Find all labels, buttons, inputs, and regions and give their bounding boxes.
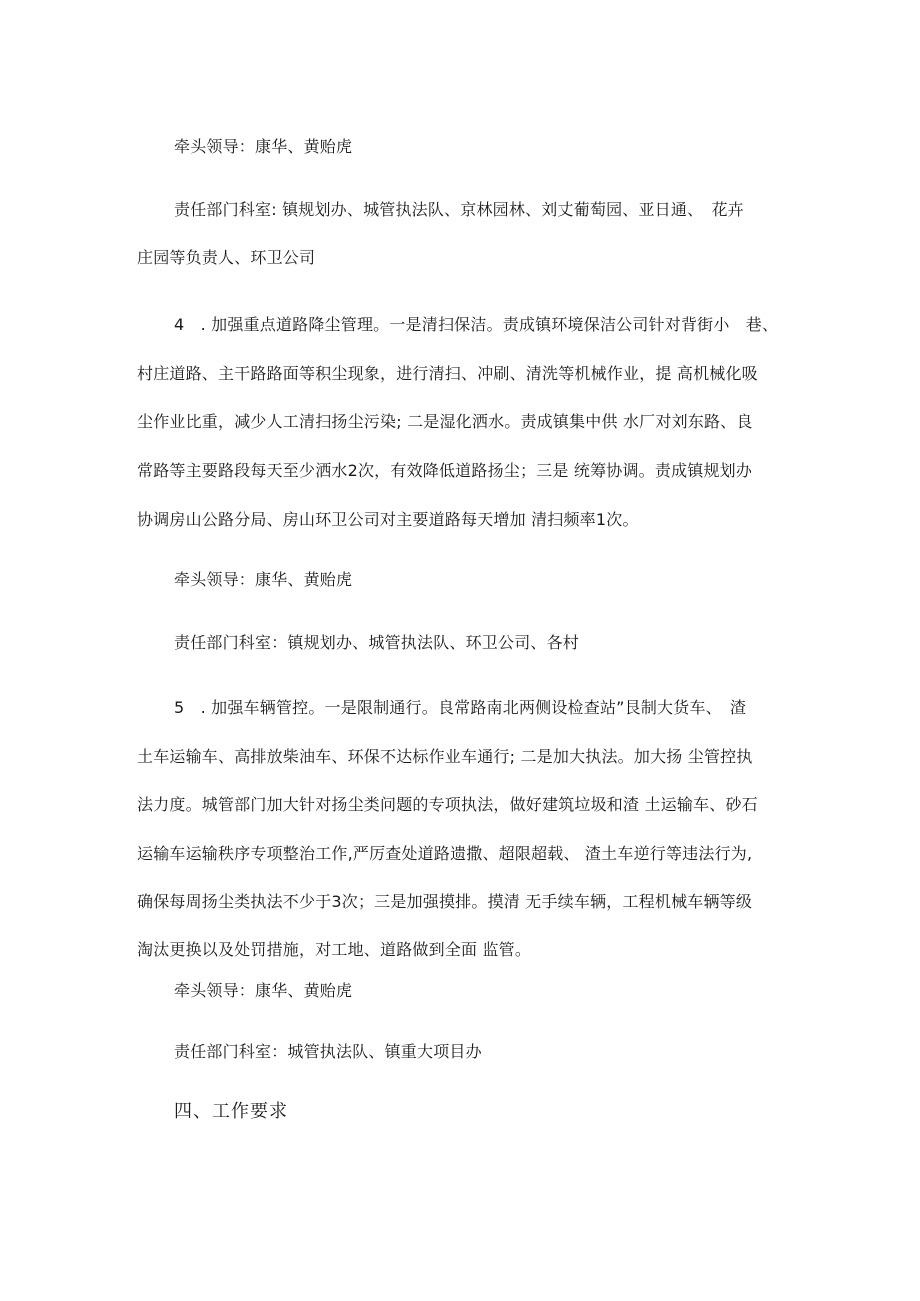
section-heading: 四、工作要求 (174, 1101, 288, 1122)
responsible-departments-line: 责任部门科室: 镇规划办、城管执法队、京林园林、刘丈葡萄园、亚日通、 花卉 (174, 200, 744, 219)
lead-leaders-line: 牵头领导：康华、黄贻虎 (174, 570, 353, 589)
item-5-paragraph-line: 淘汰更换以及处罚措施，对工地、道路做到全面 监管。 (137, 940, 532, 959)
item-5-paragraph-line: 确保每周扬尘类执法不少于3次；三是加强摸排。摸清 无手续车辆，工程机械车辆等级 (137, 892, 753, 911)
item-5-paragraph-line: 5 . 加强车辆管控。一是限制通行。良常路南北两侧设检查站”艮制大货车、 渣 (174, 698, 747, 717)
responsible-departments-line: 责任部门科室：镇规划办、城管执法队、环卫公司、各村 (174, 633, 580, 652)
item-4-paragraph-line: 协调房山公路分局、房山环卫公司对主要道路每天增加 清扫频率1次。 (137, 510, 639, 529)
lead-leaders-line: 牵头领导：康华、黄贻虎 (174, 137, 353, 156)
item-4-paragraph-line: 常路等主要路段每天至少洒水2次，有效降低道路扬尘；三是 统筹协调。责成镇规划办 (137, 461, 753, 480)
item-4-paragraph-line: 4 . 加强重点道路降尘管理。一是清扫保洁。责成镇环境保洁公司针对背街小 巷、 (174, 315, 779, 334)
responsible-departments-line: 责任部门科室：城管执法队、镇重大项目办 (174, 1042, 482, 1061)
item-5-paragraph-line: 土车运输车、高排放柴油车、环保不达标作业车通行; 二是加大执法。加大扬 尘管控执 (137, 747, 753, 766)
item-5-paragraph-line: 运输车运输秩序专项整治工作,严厉查处道路遗撒、超限超载、 渣土车逆行等违法行为, (137, 844, 753, 863)
item-4-paragraph-line: 村庄道路、主干路路面等积尘现象，进行清扫、冲刷、清洗等机械作业，提 高机械化吸 (137, 364, 758, 383)
responsible-departments-continued: 庄园等负责人、环卫公司 (137, 248, 316, 267)
lead-leaders-line: 牵头领导：康华、黄贻虎 (174, 981, 353, 1000)
item-4-paragraph-line: 尘作业比重，减少人工清扫扬尘污染; 二是湿化洒水。责成镇集中供 水厂对刘东路、良 (137, 412, 753, 431)
item-5-paragraph-line: 法力度。城管部门加大针对扬尘类问题的专项执法，做好建筑垃圾和渣 土运输车、砂石 (137, 795, 758, 814)
